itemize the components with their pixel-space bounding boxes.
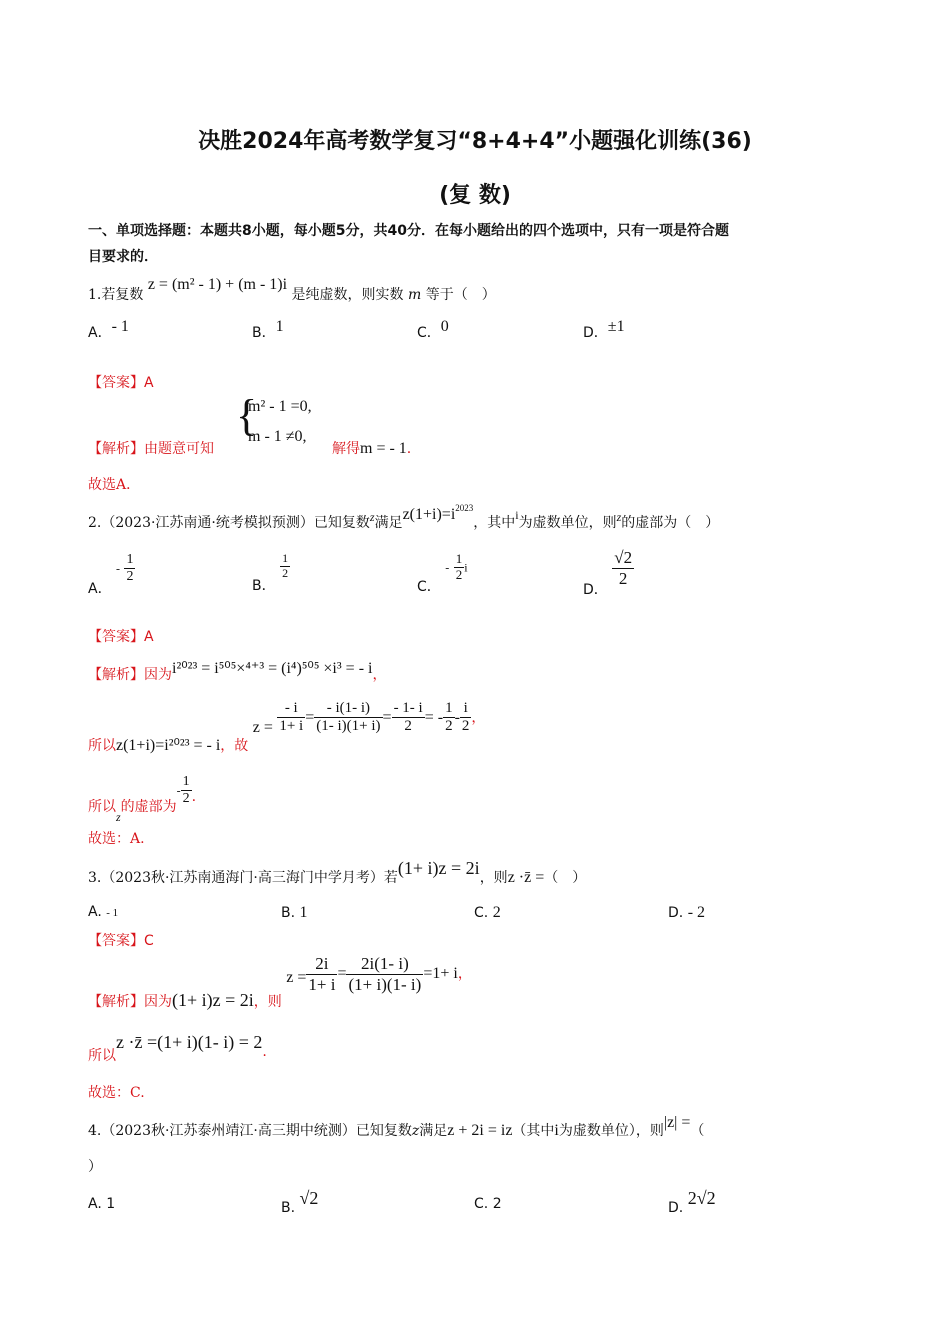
q2-stem: 2.（2023·江苏南通·统考模拟预测）已知复数z满足$z(1+i)=i^{2023}$，其中i为虚数单位，则z的虚部为（ ） — [88, 503, 720, 531]
q1-solve: 解得m = - 1. — [332, 440, 412, 457]
q1-eq1: m² - 1 =0, — [248, 398, 312, 415]
q3-option-c: C. 2 — [474, 904, 501, 921]
q3-option-a: A. - 1 — [88, 904, 119, 920]
q4-option-b: B. √2 — [281, 1188, 319, 1216]
q3-stem: 3.（2023秋·江苏南通海门·高三海门中学月考）若(1+ i)z = 2i，则z ·z̄ =（ ） — [88, 858, 587, 886]
page-subtitle: (复 数) — [439, 183, 511, 208]
q4-stem-line1: 4.（2023秋·江苏泰州靖江·高三期中统测）已知复数z满足z + 2i = iz（其中i为虚数单位），则|z| =（ — [88, 1114, 705, 1139]
q3-option-b: B. 1 — [281, 904, 308, 921]
q2-conclusion: 故选：A. — [88, 831, 145, 847]
q1-formula: z = (m² - 1) + (m - 1)i — [147, 276, 288, 293]
q4-option-d: D. 2√2 — [668, 1188, 716, 1216]
q3-analysis-line1: 【解析】因为(1+ i)z = 2i，则 z = $\frac{2i}{1+ i}$ = $\frac{2i(1- i)}{(1+ i)(1- i)}$ =1+ i， — [88, 954, 472, 1011]
q1-option-a: A．- 1 — [88, 318, 129, 341]
q2-option-a: A． - $\frac{1}{2}$ — [88, 552, 134, 597]
q2-answer: 【答案】A — [88, 629, 154, 645]
q3-option-d: D. - 2 — [668, 904, 706, 921]
q1-option-b: B．1 — [252, 318, 284, 341]
section-heading-line1: 一、单项选择题：本题共8小题，每小题5分，共40分．在每小题给出的四个选项中，只有一项是符合题 — [88, 223, 729, 239]
q2-analysis-line2: 所以z(1+i)=i²⁰²³ = - i，故 z = $\frac{- i}{1+ i}$ = $\frac{- i(1- i)}{(1- i)(1+ i)}$ = $\frac{- 1- i}{2}$ = - $\frac{1}{2}$ - $\frac{i}{2}$ ， — [88, 700, 486, 754]
q1-option-d: D．±1 — [583, 318, 625, 341]
q2-option-b: B． $\frac{1}{2}$ — [252, 551, 289, 595]
q1-analysis: 【解析】由题意可知 — [88, 441, 214, 457]
q4-option-c: C. 2 — [474, 1196, 502, 1212]
q1-eq2: m - 1 ≠0, — [248, 428, 307, 445]
q3-answer: 【答案】C — [88, 933, 154, 949]
q1-stem: 1.若复数 z = (m² - 1) + (m - 1)i 是纯虚数，则实数 m 等于（ ） — [88, 276, 496, 303]
q1-conclusion: 故选A． — [88, 477, 141, 493]
q3-analysis-line2: 所以z ·z̄ =(1+ i)(1- i) = 2. — [88, 1032, 267, 1064]
q1-system-brace: { — [236, 391, 258, 440]
q3-conclusion: 故选：C. — [88, 1085, 145, 1101]
q1-option-c: C．0 — [417, 318, 449, 341]
q4-stem-line2: ） — [88, 1159, 102, 1175]
q2-analysis-line1: 【解析】因为i²⁰²³ = i⁵⁰⁵×⁴⁺³ = (i⁴)⁵⁰⁵ ×i³ = - i， — [88, 660, 387, 683]
q2-option-d: D． $\frac{√2}{2}$ — [583, 548, 633, 599]
section-heading-line2: 目要求的． — [88, 249, 158, 265]
q2-option-c: C． - $\frac{1}{2}$ i — [417, 551, 468, 596]
q1-answer: 【答案】A — [88, 375, 154, 391]
q4-option-a: A. 1 — [88, 1196, 116, 1212]
page-title: 决胜2024年高考数学复习“8+4+4”小题强化训练(36) — [198, 129, 752, 154]
q2-analysis-line3: 所以z的虚部为- $\frac{1}{2}$ . — [88, 774, 197, 824]
